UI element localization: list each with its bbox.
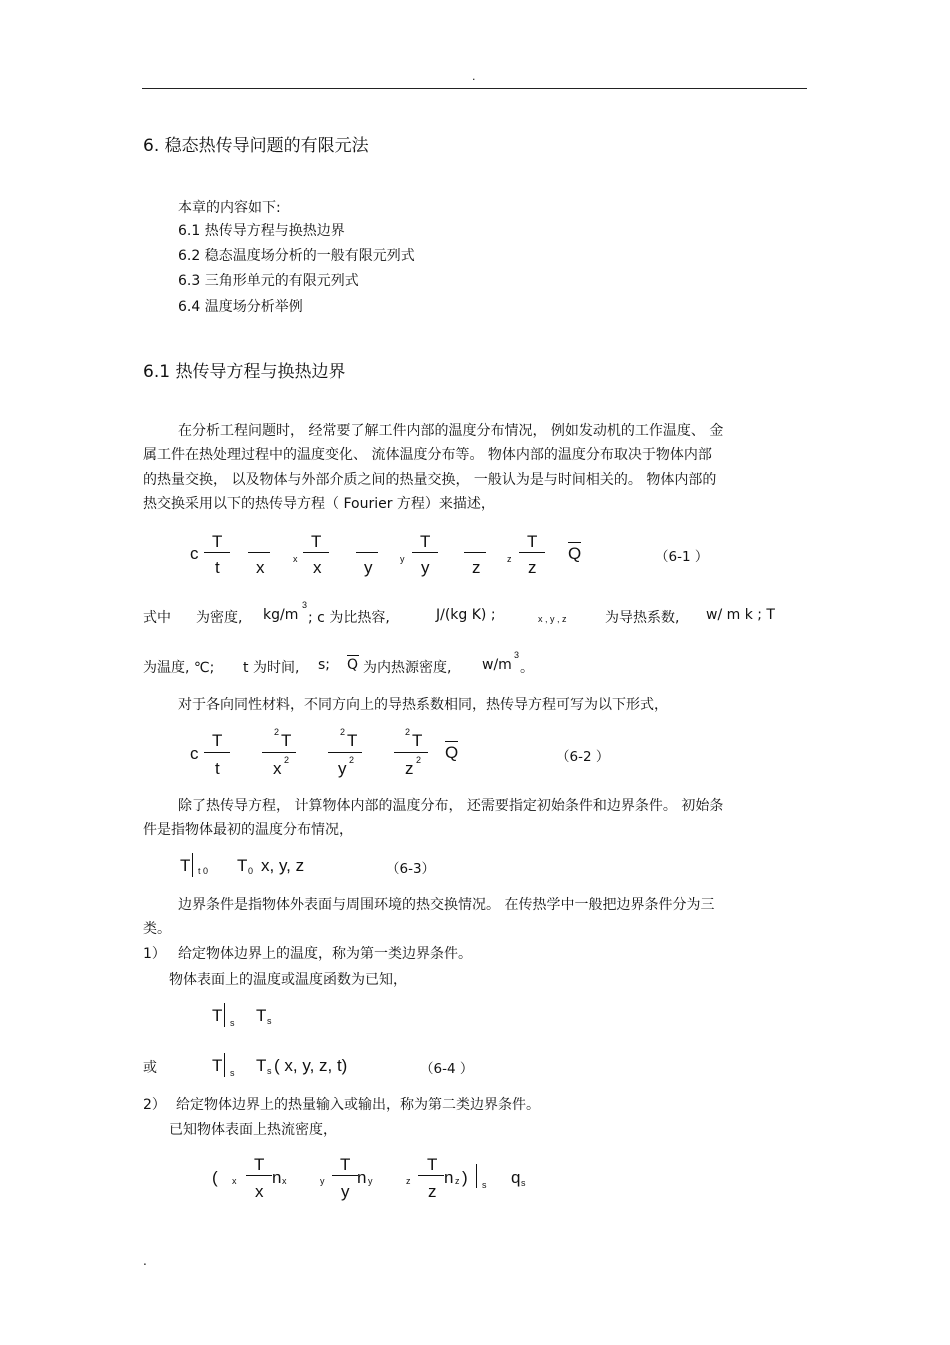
toc-item: 6.4 温度场分析举例: [178, 299, 303, 315]
fraction-bar: [519, 552, 545, 553]
fraction-bar: [418, 1175, 444, 1176]
eq-subscript: s: [230, 1068, 235, 1078]
def-text: 式中: [143, 610, 171, 626]
eq-symbol: Q: [445, 743, 459, 762]
fraction-bar: [204, 752, 230, 753]
eq-symbol: x: [255, 1182, 264, 1201]
eq-subscript: s: [521, 1178, 526, 1188]
toc-item: 6.2 稳态温度场分析的一般有限元列式: [178, 248, 415, 264]
eq-symbol: x: [273, 759, 282, 778]
eq-symbol: c: [190, 544, 199, 563]
eq-symbol: y: [421, 558, 430, 577]
paragraph-line: 物体表面上的温度或温度函数为已知，: [169, 972, 407, 988]
overbar: [445, 741, 458, 742]
evaluation-bar: [224, 1053, 225, 1077]
eq-superscript: 2: [405, 727, 411, 737]
fraction-bar: [248, 552, 270, 553]
def-subscripts: x , y , z: [538, 614, 567, 624]
paragraph-line: 热交换采用以下的热传导方程（ Fourier 方程）来描述，: [143, 496, 495, 512]
def-text: 为温度, ℃;: [143, 660, 215, 676]
eq-symbol: x: [256, 558, 265, 577]
equation-label: （6-3）: [386, 861, 436, 877]
equation-label: （6-4 ）: [420, 1061, 474, 1077]
eq-subscript: z: [507, 554, 512, 564]
toc-item: 6.3 三角形单元的有限元列式: [178, 273, 359, 289]
paragraph-line: 在分析工程问题时， 经常要了解工件内部的温度分布情况， 例如发动机的工作温度、 金: [178, 423, 724, 439]
eq-symbol: x: [313, 558, 322, 577]
def-text: kg/m: [263, 607, 299, 623]
paragraph-line: 已知物体表面上热流密度，: [169, 1122, 337, 1138]
chapter-title: 6. 稳态热传导问题的有限元法: [143, 136, 369, 156]
eq-symbol: T: [420, 532, 431, 551]
eq-symbol: T: [340, 1155, 351, 1174]
fraction-bar: [246, 1175, 272, 1176]
def-superscript: 3: [514, 650, 520, 660]
eq-subscript: x: [293, 554, 298, 564]
paragraph-line: 件是指物体最初的温度分布情况，: [143, 822, 353, 838]
eq-symbol: c: [190, 744, 199, 763]
eq-subscript: x: [232, 1176, 237, 1186]
eq-symbol: ( x, y, z, t): [274, 1056, 348, 1075]
eq-symbol: T: [180, 856, 191, 875]
fraction-bar: [394, 752, 428, 753]
eq-subscript: z: [455, 1176, 460, 1186]
eq-symbol: T: [412, 731, 423, 750]
eq-symbol: z: [405, 759, 414, 778]
list-item: 给定物体边界上的温度，称为第一类边界条件。: [178, 946, 472, 962]
def-text: 为内热源密度,: [363, 660, 452, 676]
eq-symbol: y: [341, 1182, 350, 1201]
eq-subscript: z: [406, 1176, 411, 1186]
eq-subscript: y: [320, 1176, 325, 1186]
eq-superscript: 2: [274, 727, 280, 737]
eq-symbol: n: [357, 1168, 367, 1187]
eq-symbol: z: [472, 558, 481, 577]
fraction-bar: [464, 552, 486, 553]
def-text: 为密度,: [196, 610, 243, 626]
overbar: [347, 655, 359, 656]
eq-symbol: T: [311, 532, 322, 551]
paragraph-line: 的热量交换， 以及物体与外部介质之间的热量交换， 一般认为是与时间相关的。 物体内部的: [143, 472, 717, 488]
eq-subscript: t 0: [198, 866, 209, 876]
eq-subscript: y: [368, 1176, 373, 1186]
eq-symbol: T: [212, 731, 223, 750]
eq-symbol: T: [427, 1155, 438, 1174]
eq-symbol: ): [462, 1168, 468, 1187]
paragraph-line: 属工件在热处理过程中的温度变化、 流体温度分布等。 物体内部的温度分布取决于物体内部: [143, 447, 712, 463]
footer-mark: .: [143, 1254, 147, 1268]
eq-symbol: q: [511, 1168, 521, 1187]
eq-symbol: T: [256, 1056, 267, 1075]
evaluation-bar: [224, 1003, 225, 1027]
eq-superscript: 2: [416, 755, 422, 765]
fraction-bar: [204, 552, 230, 553]
eq-subscript: s: [267, 1016, 272, 1026]
eq-symbol: T: [212, 1006, 223, 1025]
eq-symbol: n: [272, 1168, 282, 1187]
eq-subscript: 0: [248, 866, 254, 876]
eq-symbol: z: [528, 558, 537, 577]
eq-subscript: s: [267, 1066, 272, 1076]
def-text: t 为时间,: [243, 660, 300, 676]
eq-symbol: T: [347, 731, 358, 750]
def-text: 。: [520, 660, 534, 676]
eq-symbol: x, y, z: [261, 856, 305, 875]
eq-symbol: T: [254, 1155, 265, 1174]
def-superscript: 3: [302, 600, 308, 610]
fraction-bar: [262, 752, 296, 753]
eq-symbol: z: [428, 1182, 437, 1201]
eq-symbol: T: [212, 1056, 223, 1075]
paragraph-line: 除了热传导方程， 计算物体内部的温度分布， 还需要指定初始条件和边界条件。 初始条: [178, 798, 724, 814]
def-text: ; c 为比热容,: [308, 610, 390, 626]
eq-symbol: T: [256, 1006, 267, 1025]
eq-symbol: y: [338, 759, 347, 778]
eq-symbol: t: [215, 558, 220, 577]
eq-superscript: 2: [340, 727, 346, 737]
def-text: J/(kg K) ;: [436, 607, 496, 623]
eq-symbol: T: [212, 532, 223, 551]
evaluation-bar: [192, 853, 193, 877]
def-text: 为导热系数,: [605, 610, 680, 626]
fraction-bar: [412, 552, 438, 553]
eq-symbol: Q: [568, 544, 582, 563]
fraction-bar: [328, 752, 362, 753]
eq-subscript: y: [400, 554, 405, 564]
section-title: 6.1 热传导方程与换热边界: [143, 362, 346, 382]
def-text: w/ m k ; T: [706, 607, 775, 623]
paragraph-line: 类。: [143, 921, 171, 937]
toc-intro: 本章的内容如下:: [178, 200, 281, 216]
fraction-bar: [356, 552, 378, 553]
eq-subscript: s: [482, 1180, 487, 1190]
eq-superscript: 2: [349, 755, 355, 765]
list-number: 2）: [143, 1097, 166, 1113]
fraction-bar: [303, 552, 329, 553]
def-text: w/m: [482, 657, 512, 673]
overbar: [568, 542, 581, 543]
fraction-bar: [332, 1175, 358, 1176]
eq-symbol: n: [444, 1168, 454, 1187]
eq-symbol: T: [237, 856, 248, 875]
evaluation-bar: [476, 1164, 477, 1188]
paragraph-line: 边界条件是指物体外表面与周围环境的热交换情况。 在传热学中一般把边界条件分为三: [178, 897, 715, 913]
def-text: s;: [318, 657, 331, 673]
eq-symbol: (: [212, 1168, 218, 1187]
equation-label: （6-1 ）: [655, 549, 709, 565]
eq-symbol: T: [527, 532, 538, 551]
paragraph-line: 对于各向同性材料，不同方向上的导热系数相同，热传导方程可写为以下形式，: [178, 697, 668, 713]
header-mark: .: [472, 70, 476, 83]
eq-symbol: T: [281, 731, 292, 750]
eq-symbol: t: [215, 759, 220, 778]
eq-subscript: s: [230, 1018, 235, 1028]
eq-or: 或: [143, 1060, 157, 1076]
eq-symbol: y: [364, 558, 373, 577]
eq-subscript: x: [282, 1176, 287, 1186]
def-symbol: Q: [347, 657, 359, 673]
eq-superscript: 2: [284, 755, 290, 765]
list-item: 给定物体边界上的热量输入或输出，称为第二类边界条件。: [176, 1097, 540, 1113]
equation-label: （6-2 ）: [556, 749, 610, 765]
toc-item: 6.1 热传导方程与换热边界: [178, 223, 345, 239]
list-number: 1）: [143, 946, 166, 962]
header-rule: [142, 88, 807, 89]
